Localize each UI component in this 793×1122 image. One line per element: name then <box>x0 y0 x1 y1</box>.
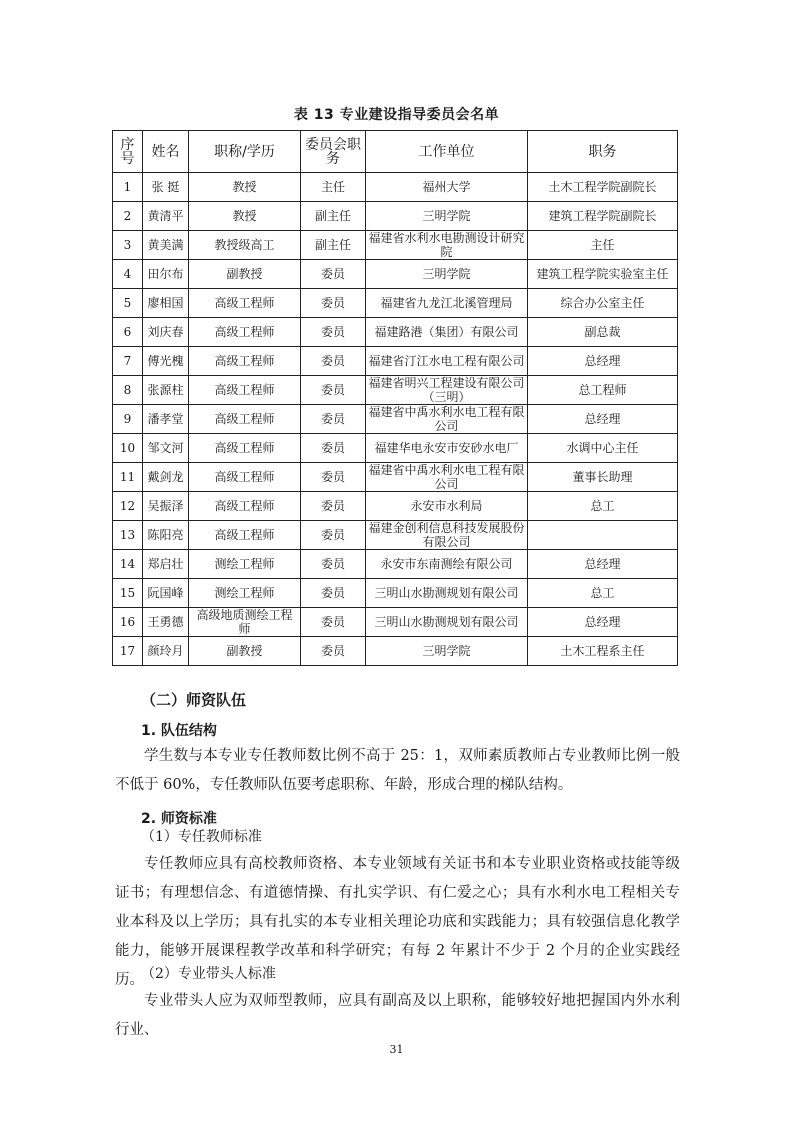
cell-position: 总经理 <box>528 550 678 579</box>
section-heading: （二）师资队伍 <box>141 691 247 709</box>
cell-position: 水调中心主任 <box>528 434 678 463</box>
cell-work-unit: 福建华电永安市安砂水电厂 <box>366 434 528 463</box>
table-row <box>113 521 678 550</box>
cell-no: 17 <box>113 637 143 666</box>
cell-work-unit: 福建省汀江水电工程有限公司 <box>366 347 528 376</box>
cell-title: 教授 <box>189 202 301 231</box>
cell-committee-role: 委员 <box>301 608 366 637</box>
cell-committee-role: 委员 <box>301 347 366 376</box>
table-row <box>113 434 678 463</box>
cell-title: 高级工程师 <box>189 347 301 376</box>
cell-name: 张源柱 <box>143 376 189 405</box>
table-row <box>113 637 678 666</box>
cell-work-unit: 三明学院 <box>366 637 528 666</box>
table-row <box>113 463 678 492</box>
cell-committee-role: 委员 <box>301 463 366 492</box>
cell-committee-role: 委员 <box>301 434 366 463</box>
cell-position: 建筑工程学院副院长 <box>528 202 678 231</box>
cell-name: 傅光槐 <box>143 347 189 376</box>
paragraph-leader: 专业带头人应为双师型教师，应具有副高及以上职称，能够较好地把握国内外水利行业、 <box>115 993 680 1038</box>
header-committee-role: 委员会职务 <box>301 131 366 173</box>
cell-name: 戴剑龙 <box>143 463 189 492</box>
cell-committee-role: 委员 <box>301 579 366 608</box>
cell-position: 总经理 <box>528 608 678 637</box>
cell-position: 总经理 <box>528 347 678 376</box>
table-row <box>113 405 678 434</box>
cell-work-unit: 三明学院 <box>366 202 528 231</box>
cell-committee-role: 委员 <box>301 260 366 289</box>
page-number: 31 <box>389 1043 404 1056</box>
cell-work-unit: 三明山水勘测规划有限公司 <box>366 608 528 637</box>
cell-committee-role: 副主任 <box>301 231 366 260</box>
item-title-leader: （2）专业带头人标准 <box>141 966 276 982</box>
cell-title: 高级地质测绘工程师 <box>189 608 301 637</box>
cell-title: 高级工程师 <box>189 521 301 550</box>
cell-name: 陈阳亮 <box>143 521 189 550</box>
cell-committee-role: 委员 <box>301 521 366 550</box>
cell-no: 15 <box>113 579 143 608</box>
cell-work-unit: 三明山水勘测规划有限公司 <box>366 579 528 608</box>
table-header-row <box>113 131 678 173</box>
cell-no: 8 <box>113 376 143 405</box>
cell-title: 高级工程师 <box>189 289 301 318</box>
cell-work-unit: 福州大学 <box>366 173 528 202</box>
cell-no: 11 <box>113 463 143 492</box>
cell-position: 总工 <box>528 492 678 521</box>
cell-committee-role: 委员 <box>301 637 366 666</box>
paragraph-fulltime: 专任教师应具有高校教师资格、本专业领域有关证书和本专业职业资格或技能等级证书；有理想信念、有道德情操、有扎实学识、有仁爱之心；具有水利水电工程相关专业本科及以上学历；具有扎实的本专业相关理论功底和实践能力；具有较强信息化教学能力，能够开展课程教学改革和科学研究；有每 2 年累计不少于 2 个月的企业实践经历。 <box>115 856 680 988</box>
cell-committee-role: 副主任 <box>301 202 366 231</box>
cell-no: 2 <box>113 202 143 231</box>
cell-position: 主任 <box>528 231 678 260</box>
cell-title: 高级工程师 <box>189 463 301 492</box>
cell-no: 1 <box>113 173 143 202</box>
cell-position: 副总裁 <box>528 318 678 347</box>
cell-name: 颜玲月 <box>143 637 189 666</box>
cell-position: 总经理 <box>528 405 678 434</box>
cell-name: 邹文河 <box>143 434 189 463</box>
cell-title: 高级工程师 <box>189 405 301 434</box>
cell-work-unit: 福建省水利水电勘测设计研究院 <box>366 231 528 260</box>
cell-no: 3 <box>113 231 143 260</box>
cell-work-unit: 永安市水利局 <box>366 492 528 521</box>
cell-no: 7 <box>113 347 143 376</box>
cell-name: 廖相国 <box>143 289 189 318</box>
cell-no: 12 <box>113 492 143 521</box>
paragraph-structure: 学生数与本专业专任教师数比例不高于 25：1，双师素质教师占专业教师比例一般不低于 60%，专任教师队伍要考虑职称、年龄，形成合理的梯队结构。 <box>115 748 680 793</box>
subsection-heading-standards: 2. 师资标准 <box>141 811 217 827</box>
table-row <box>113 260 678 289</box>
table-row <box>113 289 678 318</box>
cell-position <box>528 521 678 550</box>
cell-work-unit: 福建省中禹水利水电工程有限公司 <box>366 463 528 492</box>
cell-work-unit: 永安市东南测绘有限公司 <box>366 550 528 579</box>
cell-position: 总工程师 <box>528 376 678 405</box>
committee-table <box>112 130 678 666</box>
cell-no: 13 <box>113 521 143 550</box>
cell-position: 土木工程学院副院长 <box>528 173 678 202</box>
item-title-fulltime: （1）专任教师标准 <box>141 829 262 845</box>
table-row <box>113 231 678 260</box>
cell-name: 黄清平 <box>143 202 189 231</box>
cell-name: 田尔布 <box>143 260 189 289</box>
cell-work-unit: 福建省九龙江北溪管理局 <box>366 289 528 318</box>
cell-title: 测绘工程师 <box>189 579 301 608</box>
cell-committee-role: 主任 <box>301 173 366 202</box>
cell-no: 6 <box>113 318 143 347</box>
table-row <box>113 347 678 376</box>
table-row <box>113 318 678 347</box>
cell-committee-role: 委员 <box>301 376 366 405</box>
cell-position: 建筑工程学院实验室主任 <box>528 260 678 289</box>
cell-work-unit: 福建路港（集团）有限公司 <box>366 318 528 347</box>
cell-committee-role: 委员 <box>301 318 366 347</box>
cell-no: 5 <box>113 289 143 318</box>
cell-no: 10 <box>113 434 143 463</box>
cell-title: 副教授 <box>189 637 301 666</box>
cell-position: 土木工程系主任 <box>528 637 678 666</box>
table-row <box>113 579 678 608</box>
cell-no: 4 <box>113 260 143 289</box>
cell-title: 高级工程师 <box>189 376 301 405</box>
cell-title: 高级工程师 <box>189 492 301 521</box>
table-row <box>113 608 678 637</box>
cell-work-unit: 福建省明兴工程建设有限公司（三明） <box>366 376 528 405</box>
header-no: 序号 <box>113 131 143 173</box>
table-row <box>113 492 678 521</box>
cell-name: 张 挺 <box>143 173 189 202</box>
cell-work-unit: 三明学院 <box>366 260 528 289</box>
cell-work-unit: 福建省中禹水利水电工程有限公司 <box>366 405 528 434</box>
cell-name: 郑启壮 <box>143 550 189 579</box>
cell-name: 黄美满 <box>143 231 189 260</box>
cell-committee-role: 委员 <box>301 405 366 434</box>
table-caption: 表 13 专业建设指导委员会名单 <box>293 107 500 123</box>
header-name: 姓名 <box>143 131 189 173</box>
table-row <box>113 550 678 579</box>
cell-no: 9 <box>113 405 143 434</box>
table-row <box>113 202 678 231</box>
cell-work-unit: 福建金创利信息科技发展股份有限公司 <box>366 521 528 550</box>
cell-name: 王勇德 <box>143 608 189 637</box>
table-row <box>113 173 678 202</box>
cell-no: 16 <box>113 608 143 637</box>
cell-name: 阮国峰 <box>143 579 189 608</box>
cell-title: 测绘工程师 <box>189 550 301 579</box>
cell-title: 高级工程师 <box>189 434 301 463</box>
subsection-heading-structure: 1. 队伍结构 <box>141 723 217 739</box>
cell-position: 总工 <box>528 579 678 608</box>
cell-title: 教授级高工 <box>189 231 301 260</box>
cell-title: 高级工程师 <box>189 318 301 347</box>
cell-title: 教授 <box>189 173 301 202</box>
cell-name: 刘庆春 <box>143 318 189 347</box>
table-row <box>113 376 678 405</box>
cell-committee-role: 委员 <box>301 492 366 521</box>
cell-position: 董事长助理 <box>528 463 678 492</box>
cell-title: 副教授 <box>189 260 301 289</box>
header-work-unit: 工作单位 <box>366 131 528 173</box>
cell-committee-role: 委员 <box>301 289 366 318</box>
header-title: 职称/学历 <box>189 131 301 173</box>
cell-no: 14 <box>113 550 143 579</box>
cell-name: 吴振泽 <box>143 492 189 521</box>
header-position: 职务 <box>528 131 678 173</box>
cell-position: 综合办公室主任 <box>528 289 678 318</box>
cell-committee-role: 委员 <box>301 550 366 579</box>
cell-name: 潘孝堂 <box>143 405 189 434</box>
